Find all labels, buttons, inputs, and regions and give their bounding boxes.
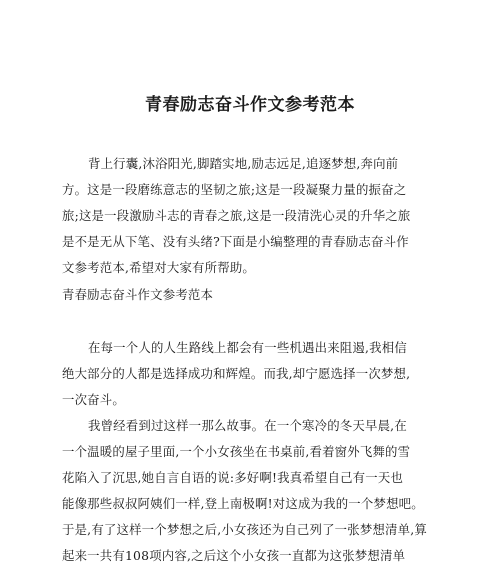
- body-line: 花陷入了沉思,她自言自语的说:多好啊!我真希望自己有一天也: [62, 470, 404, 485]
- intro-line: 旅;这是一段激励斗志的青春之旅,这是一段清洗心灵的升华之旅: [62, 208, 411, 223]
- intro-line: 背上行囊,沐浴阳光,脚踏实地,励志远足,追逐梦想,奔向前: [88, 156, 399, 171]
- document-title: 青春励志奋斗作文参考范本: [145, 95, 355, 115]
- subheading: 青春励志奋斗作文参考范本: [62, 287, 214, 302]
- body-line: 能像那些叔叔阿姨们一样,登上南极啊!对这成为我的一个梦想吧。: [62, 496, 424, 511]
- body-line: 起来一共有108项内容,之后这个小女孩一直都为这张梦想清单: [62, 548, 406, 563]
- body-line: 一次奋斗。: [62, 392, 125, 407]
- body-line: 在每一个人的人生路线上都会有一些机遇出来阻遏,我相信: [88, 340, 407, 355]
- body-line: 绝大部分的人都是选择成功和辉煌。而我,却宁愿选择一次梦想,: [62, 366, 411, 381]
- body-line: 一个温暖的屋子里面,一个小女孩坐在书桌前,看着窗外飞舞的雪: [62, 444, 411, 459]
- intro-line: 方。这是一段磨练意志的坚韧之旅;这是一段凝聚力量的振奋之: [62, 182, 407, 197]
- intro-line: 文参考范本,希望对大家有所帮助。: [62, 260, 255, 275]
- body-line: 我曾经看到过这样一那么故事。在一个寒冷的冬天早晨,在: [88, 418, 407, 433]
- intro-line: 是不是无从下笔、没有头绪?下面是小编整理的青春励志奋斗作: [62, 234, 409, 249]
- body-line: 于是,有了这样一个梦想之后,小女孩还为自己列了一张梦想清单,算: [62, 522, 427, 537]
